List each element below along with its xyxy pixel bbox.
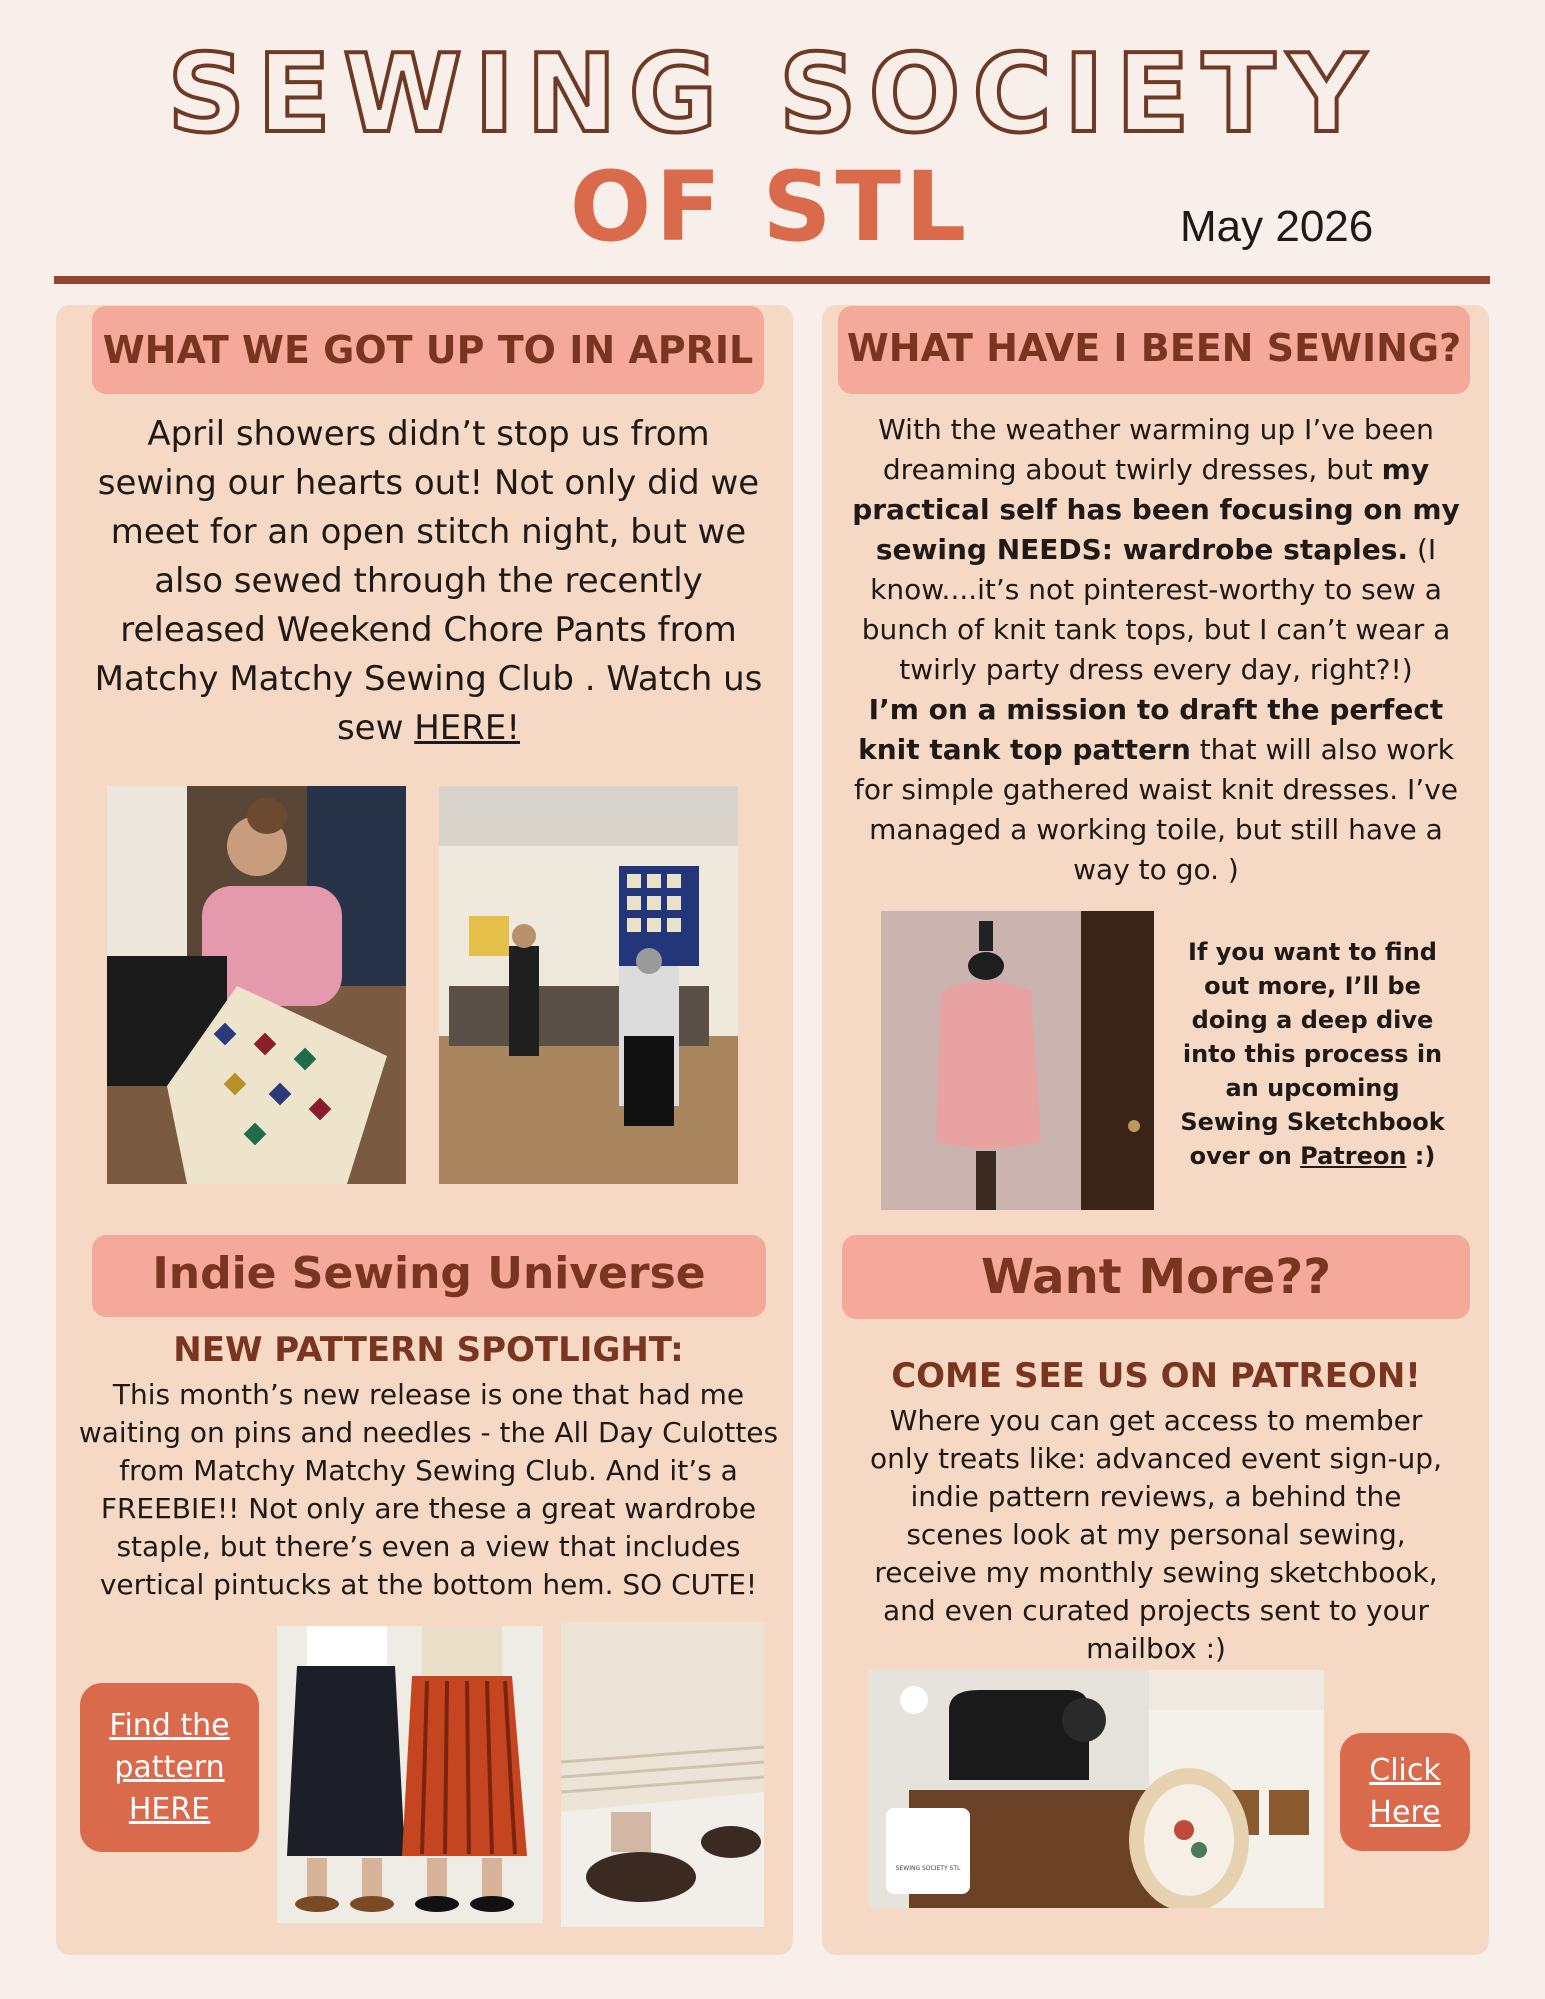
click-here-label: Click Here — [1369, 1753, 1441, 1830]
sewing-society-logo: SEWING SOCIETY STL — [895, 1865, 961, 1872]
issue-date: May 2026 — [1180, 202, 1374, 251]
culottes-photo-pair — [277, 1626, 543, 1923]
newsletter-title: SEWING SOCIETY — [167, 32, 1378, 157]
patreon-subheading: COME SEE US ON PATREON! — [891, 1356, 1421, 1396]
patreon-link[interactable]: Patreon — [1300, 1142, 1407, 1170]
header-divider — [54, 276, 1490, 284]
more-heading: Want More?? — [842, 1235, 1470, 1319]
find-pattern-button[interactable] — [80, 1683, 259, 1852]
click-here-button[interactable] — [1340, 1733, 1470, 1851]
indie-heading: Indie Sewing Universe — [92, 1235, 766, 1317]
april-heading: WHAT WE GOT UP TO IN APRIL — [92, 306, 764, 394]
culottes-photo-hem — [561, 1622, 764, 1927]
indie-subheading: NEW PATTERN SPOTLIGHT: — [173, 1330, 684, 1370]
sewing-machine-photo — [869, 1670, 1324, 1908]
april-photo-studio — [439, 786, 738, 1184]
patreon-aside: If you want to find out more, I’ll be doing a deep dive into this process in an upcoming Sewing Sketchbook over on Patreon :) — [1180, 938, 1445, 1170]
newsletter-subtitle: OF STL — [569, 151, 971, 263]
sewing-paragraph: With the weather warming up I’ve been dreaming about twirly dresses, but my practical self has been focusing on my sewing NEEDS: wardrobe staples. (I know....it’s not pinterest-worthy to sew a bunch of knit tank tops, but I can’t wear a twirly party dress every day, right?!) I’m on a mission to draft the perfect knit tank top pattern that will also work for simple gathered waist knit dresses. I’ve managed a working toile, but still have a way to go. ) — [852, 413, 1460, 886]
patreon-paragraph: Where you can get access to member only treats like: advanced event sign-up, indie pattern reviews, a behind the scenes look at my personal sewing, receive my monthly sewing sketchbook, and even curated projects sent to your mailbox :) — [870, 1404, 1442, 1665]
sewing-heading: WHAT HAVE I BEEN SEWING? — [838, 306, 1470, 394]
april-here-link[interactable]: HERE! — [414, 708, 521, 748]
tank-top-photo — [881, 911, 1154, 1210]
april-photo-quilting — [107, 786, 406, 1184]
indie-paragraph: This month’s new release is one that had me waiting on pins and needles - the All Day Culottes from Matchy Matchy Sewing Club. And it’s a FREEBIE!! Not only are these a great wardrobe staple, but there’s even a view that includes vertical pintucks at the bottom hem. SO CUTE! — [78, 1378, 779, 1601]
april-paragraph: April showers didn’t stop us from sewing our hearts out! Not only did we meet for an open stitch night, but we also sewed through the recently released Weekend Chore Pants from Matchy Matchy Sewing Club . Watch us sew HERE! — [94, 414, 763, 748]
find-pattern-label: Find the pattern HERE — [109, 1707, 230, 1827]
